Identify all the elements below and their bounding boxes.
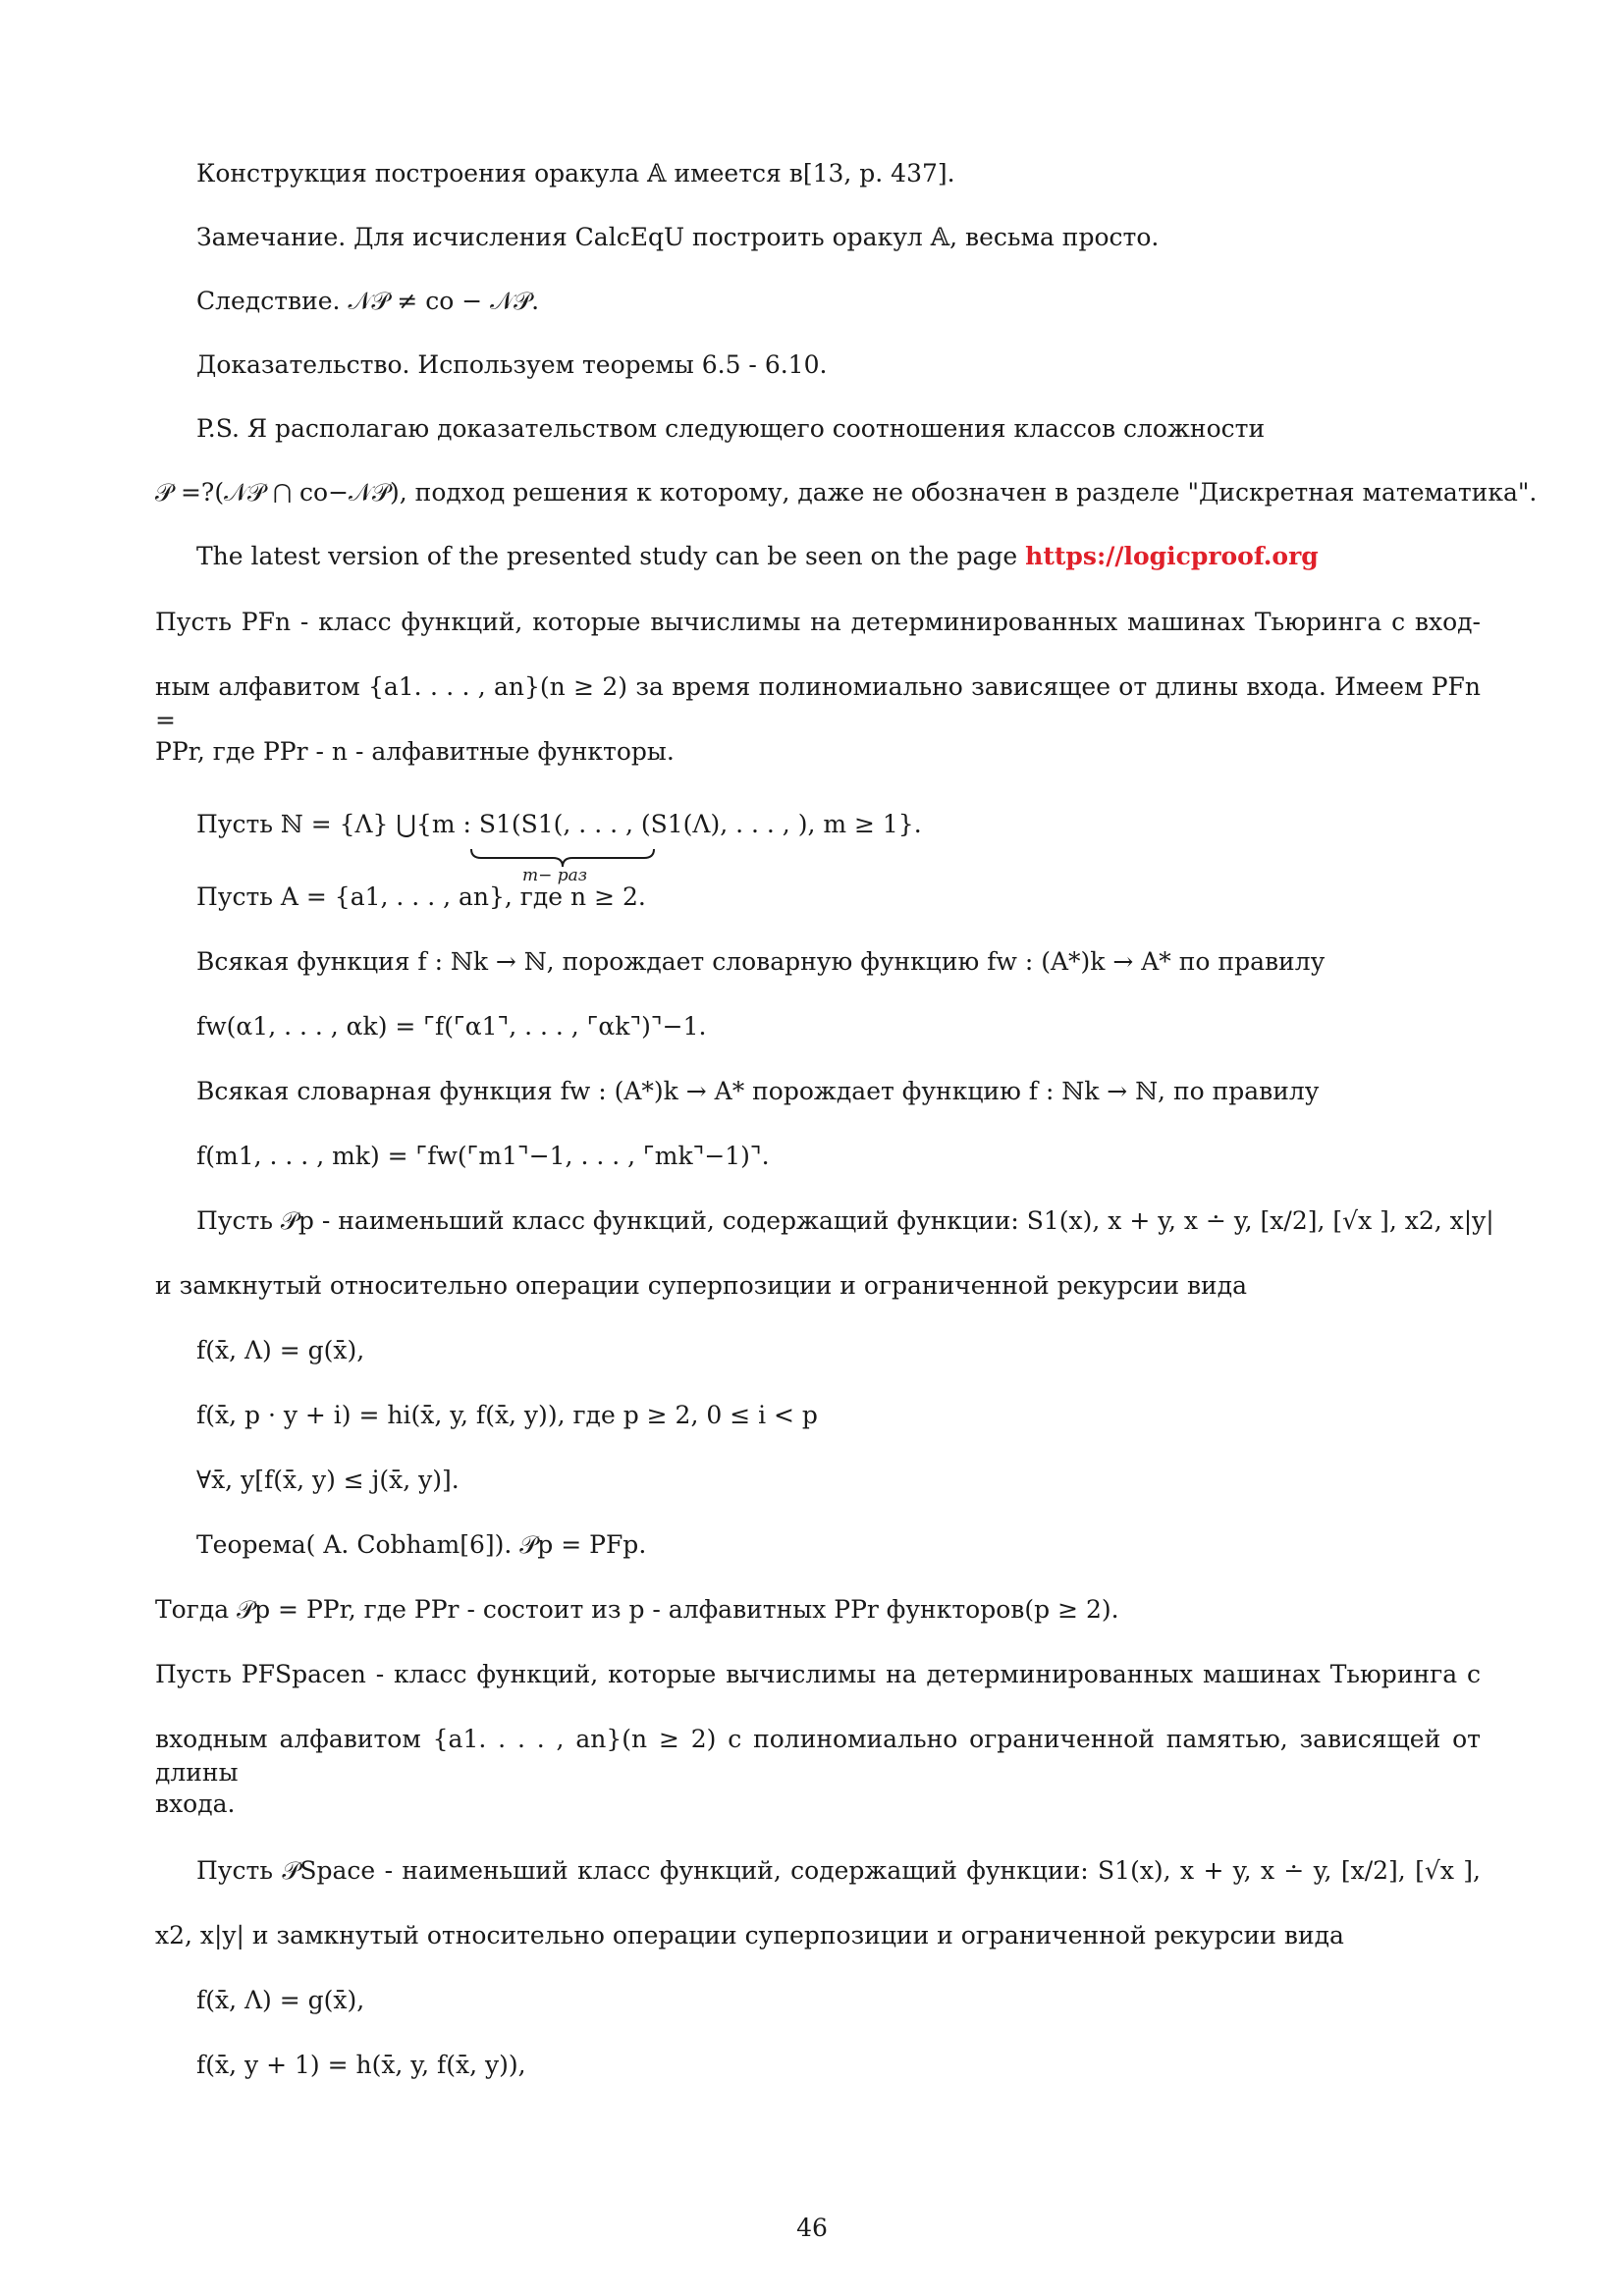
recursion-bound: ∀x̄, y[f(x̄, y) ≤ j(x̄, y)]. — [196, 1466, 460, 1494]
page-number: 46 — [796, 2214, 828, 2242]
pfspace-definition-line-3: входа. — [155, 1789, 236, 1818]
function-word-rule: Всякая функция f : ℕk → ℕ, порождает словарную функцию fw : (A*)k → A* по правилу — [196, 947, 1326, 976]
pfspace-definition-line-1: Пусть PFSpacen - класс функций, которые вычислимы на детерминированных машинах Тьюринга с — [155, 1660, 1481, 1688]
recursion-base-1: f(x̄, Λ) = g(x̄), — [196, 1336, 365, 1364]
then-ppr-line: Тогда 𝒫p = PPr, где PPr - состоит из p - алфавитных PPr функторов(p ≥ 2). — [155, 1595, 1119, 1624]
underbrace-label: m− раз — [522, 866, 588, 885]
proof-line: Доказательство. Используем теоремы 6.5 - 6.10. — [196, 350, 828, 379]
ps-line: P.S. Я располагаю доказательством следующего соотношения классов сложности — [196, 414, 1266, 443]
pf-definition-line-3: PPr, где PPr - n - алфавитные функторы. — [155, 737, 675, 766]
pspace-definition-line-1: Пусть 𝒫Space - наименьший класс функций, содержащий функции: S1(x), x + y, x ∸ y, [x/2], [√x ], — [196, 1856, 1481, 1885]
word-function-rule: Всякая словарная функция fw : (A*)k → A* порождает функцию f : ℕk → ℕ, по правилу — [196, 1077, 1320, 1105]
formula-f: f(m1, . . . , mk) = ⌜fw(⌜m1⌝−1, . . . , ⌜mk⌝−1)⌝. — [196, 1142, 770, 1170]
recursion-step-1: f(x̄, p · y + i) = hi(x̄, y, f(x̄, y)), где p ≥ 2, 0 ≤ i < p — [196, 1401, 818, 1429]
recursion-step-2: f(x̄, y + 1) = h(x̄, y, f(x̄, y)), — [196, 2051, 526, 2079]
naturals-definition: Пусть ℕ = {Λ} ⋃{m : S1(S1(, . . . , (S1(Λ), . . . , ), m ≥ 1}. — [196, 810, 922, 838]
pf-definition-line-1: Пусть PFn - класс функций, которые вычислимы на детерминированных машинах Тьюринга с вход- — [155, 608, 1481, 636]
class-pp-definition: Пусть 𝒫p - наименьший класс функций, содержащий функции: S1(x), x + y, x ∸ y, [x/2], [√x ], x2, x|y| — [196, 1206, 1494, 1235]
pfspace-definition-line-2: входным алфавитом {a1. . . . , an}(n ≥ 2) с полиномиально ограниченной памятью, зависящей от длины — [155, 1725, 1481, 1787]
latest-version-line — [196, 540, 1319, 573]
pf-definition-line-2: ным алфавитом {a1. . . . , an}(n ≥ 2) за время полиномиально зависящее от длины входа. Имеем PFn = — [155, 672, 1481, 734]
theorem-cobham: Теорема( A. Cobham[6]). 𝒫p = PFp. — [196, 1530, 647, 1559]
remark-line: Замечание. Для исчисления CalcEqU построить оракул 𝔸, весьма просто. — [196, 223, 1160, 251]
recursion-base-2: f(x̄, Λ) = g(x̄), — [196, 1986, 365, 2014]
formula-fw: fw(α1, . . . , αk) = ⌜f(⌜α1⌝, . . . , ⌜αk⌝)⌝−1. — [196, 1012, 707, 1041]
pspace-definition-line-2: x2, x|y| и замкнутый относительно операции суперпозиции и ограниченной рекурсии вида — [155, 1921, 1344, 1949]
logicproof-link[interactable]: https://logicproof.org — [1025, 542, 1319, 570]
closure-line-1: и замкнутый относительно операции суперпозиции и ограниченной рекурсии вида — [155, 1271, 1248, 1300]
corollary-line: Следствие. 𝒩𝒫 ≠ co − 𝒩𝒫. — [196, 287, 540, 315]
latest-version-text: The latest version of the presented study can be seen on the page — [196, 542, 1018, 570]
paragraph-oracle-construction: Конструкция построения оракула 𝔸 имеется в[13, p. 437]. — [196, 159, 955, 187]
alphabet-definition: Пусть A = {a1, . . . , an}, где n ≥ 2. — [196, 882, 646, 911]
complexity-relation-line: 𝒫 =?(𝒩𝒫 ⋂ co−𝒩𝒫), подход решения к которому, даже не обозначен в разделе "Дискретная математика". — [155, 478, 1538, 507]
